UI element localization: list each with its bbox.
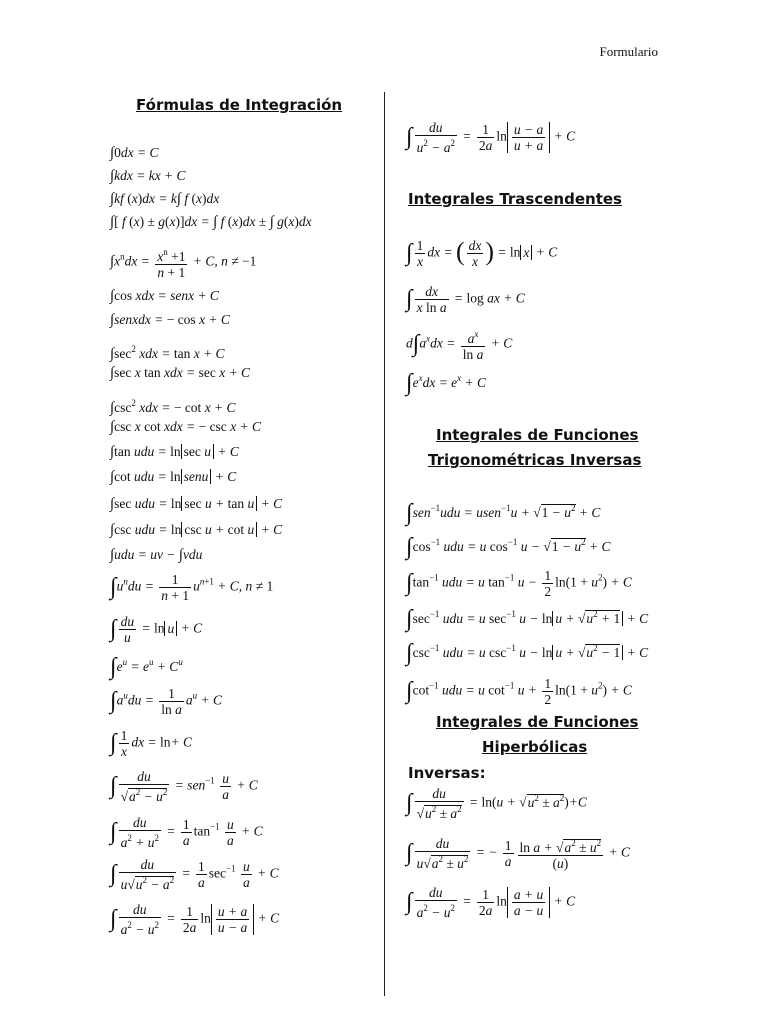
page-header: Formulario <box>599 44 658 59</box>
formula: ∫udu = uv − ∫vdu <box>110 547 203 563</box>
formula: ∫ $\frac{1}{x}$ dx = ln+ C <box>110 728 192 759</box>
formula: ∫tan udu = ln sec u + C <box>110 444 239 460</box>
formula: ∫ $\frac{1}{x}$ dx = ( $\frac{dx}{x}$ ) = ln x + C <box>406 236 558 269</box>
formula: ∫ $\frac{du}{√u^2 \pm a^2}$ = $\ln(u + √u^2 \pm a^2)+C$ <box>406 786 587 821</box>
formula: $\int\sec^{-1}$ udu = u $\sec^{-1} u - \ln u + √u^2 + 1 + C$ <box>406 606 649 632</box>
formula: $\int u^ndu$ = $\frac{1}{n + 1}$ $u^{n+1} + C$, n ≠ 1 <box>110 572 274 603</box>
formula: $\int e^xdx = e^x + C$ <box>406 370 487 396</box>
formula: ∫kf (x)dx = k∫ f (x)dx <box>110 191 220 207</box>
column-divider <box>384 92 385 996</box>
section-heading-trascendentes: Integrales Trascendentes <box>408 190 622 208</box>
formula: $\int\csc^2$ xdx = − cot x + C <box>110 398 236 416</box>
section-heading-inversas: Inversas: <box>408 764 486 782</box>
formula: $\int\tan^{-1}$ udu = u $\tan^{-1} u$ − $\frac{1}{2}$ $\ln(1 + u^2) + C$ <box>406 568 632 599</box>
formula: $\int x^ndx$ = $\frac{x^n +1}{n + 1}$ + C, n ≠ −1 <box>110 247 257 280</box>
section-heading-trig-line1: Integrales de Funciones <box>436 426 639 444</box>
formula: ∫ $\frac{du}{u^2 - a^2}$ = $\frac{1}{2a}$ ln $\frac{u - a}{u + a}$ + C <box>406 120 576 155</box>
formula: ∫ $\frac{du}{√a^2 - u^2}$ = sen$^{-1}$ $\frac{u}{a}$ + C <box>110 769 258 804</box>
formula: ∫0dx = C <box>110 145 159 161</box>
section-heading-trig-line2: Trigonométricas Inversas <box>428 451 642 469</box>
formula: ∫cot udu = ln senu + C <box>110 469 237 485</box>
formula: ∫kdx = kx + C <box>110 168 186 184</box>
formula: ∫ $\frac{du}{a^2 + u^2}$ = $\frac{1}{a}$ $\tan^{-1}$ $\frac{u}{a}$ + C <box>110 815 263 850</box>
formula: ∫sec x tan xdx = sec x + C <box>110 365 251 381</box>
formula: ∫ $\frac{du}{a^2 - u^2}$ = $\frac{1}{2a}$ ln $\frac{u + a}{u - a}$ + C <box>110 902 280 937</box>
section-heading-hip-line2: Hiperbólicas <box>482 738 588 756</box>
formula: ∫ $\frac{du}{u√a^2 \pm u^2}$ = − $\frac{1}{a}$ $\frac{\ln a + √a^2 \pm u^2}{(u)}$ + C <box>406 836 630 871</box>
formula: ∫ $\frac{du}{a^2 - u^2}$ = $\frac{1}{2a}$ ln $\frac{a + u}{a - u}$ + C <box>406 885 576 920</box>
formula: ∫sen$^{-1}$udu = usen$^{-1}$u + $√1 - u^2 + C$ <box>406 500 601 526</box>
section-heading-hip-line1: Integrales de Funciones <box>436 713 639 731</box>
formula: ∫senxdx = − cos x + C <box>110 312 230 328</box>
section-heading-integration: Fórmulas de Integración <box>136 96 343 114</box>
formula: $\int\cos^{-1}$ udu = u $\cos^{-1} u - √1 - u^2 + C$ <box>406 534 611 560</box>
formula: ∫[ f (x) ± g(x)]dx = ∫ f (x)dx ± ∫ g(x)dx <box>110 214 312 230</box>
formula: $\int\sec^2$ xdx = tan x + C <box>110 344 225 362</box>
formula: $\int\cot^{-1}$ udu = u $\cot^{-1} u$ + $\frac{1}{2}$ $\ln(1 + u^2) + C$ <box>406 676 632 707</box>
formula: ∫ $\frac{dx}{\text{x ln a}}$ = log ax + C <box>406 284 525 315</box>
formula: ∫ $\frac{du}{u√u^2 - a^2}$ = $\frac{1}{a}$ $\sec^{-1}$ $\frac{u}{a}$ + C <box>110 857 279 892</box>
formula: $\int a^udu$ = $\frac{1}{\text{ln a}}$ $a^u + C$ <box>110 686 222 717</box>
formula: ∫sec udu = ln sec u + tan u + C <box>110 496 283 512</box>
formula: ∫cos xdx = senx + C <box>110 288 219 304</box>
formula: ∫csc x cot xdx = − csc x + C <box>110 419 262 435</box>
formula: $d\int a^xdx$ = $\frac{a^x}{\text{ln a}}$ + C <box>406 329 513 362</box>
formula: $\int e^u = e^u + C^u$ <box>110 654 183 680</box>
formula: ∫csc udu = ln csc u + cot u + C <box>110 522 283 538</box>
formula: ∫ $\frac{du}{u}$ = ln u + C <box>110 614 203 645</box>
formula: $\int\csc^{-1}$ udu = u $\csc^{-1} u - \ln u + √u^2 - 1 + C$ <box>406 640 649 666</box>
